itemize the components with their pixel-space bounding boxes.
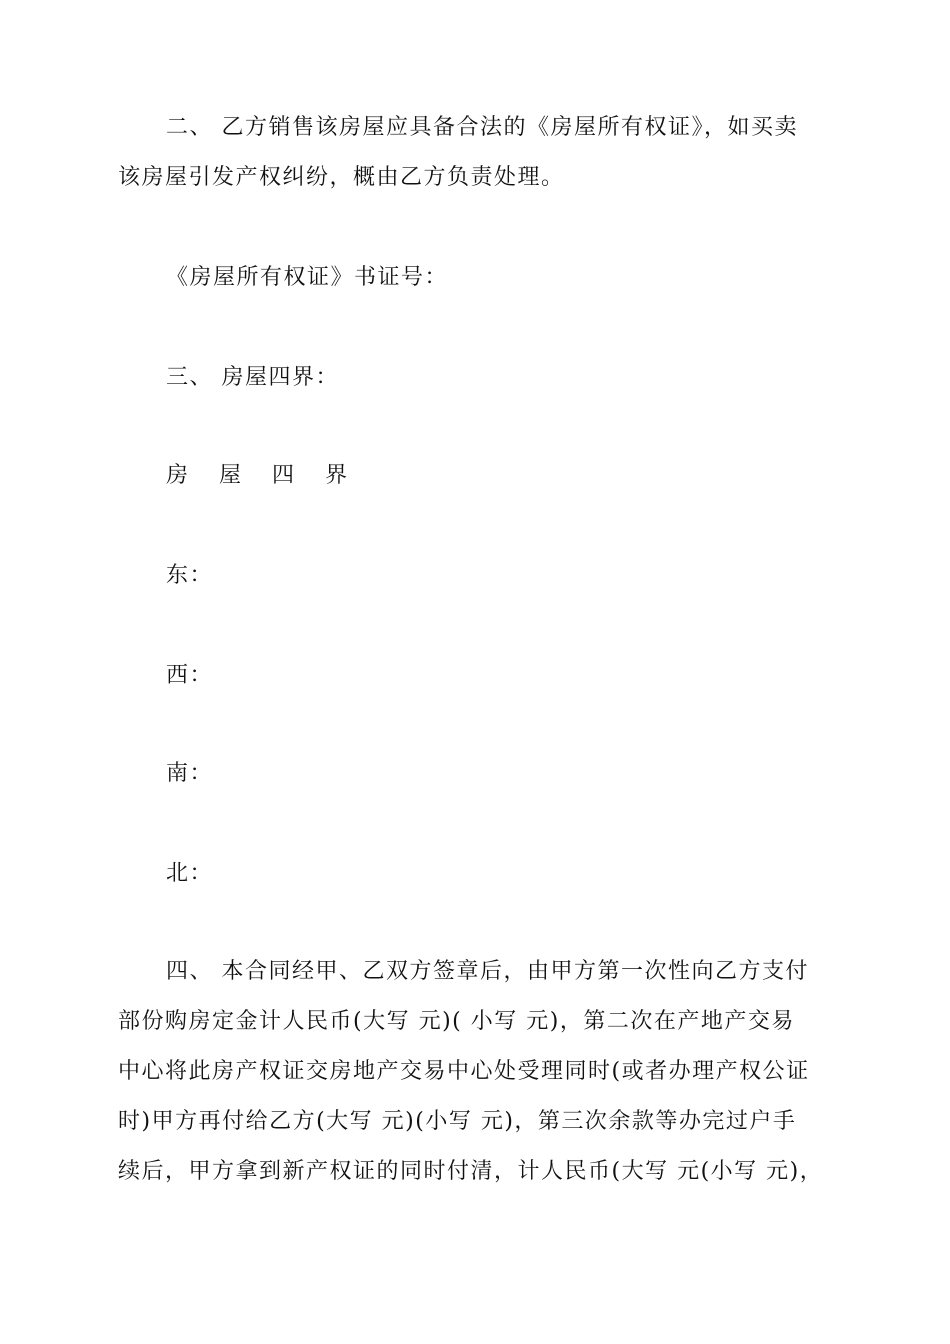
boundary-south: 南： [166,761,214,786]
section-4-line-2: 部份购房定金计人民币(大写 元)( 小写 元)，第二次在产地产交易 [118,1009,795,1034]
boundaries-heading: 房 屋 四 界 [166,463,359,488]
boundary-north: 北： [166,861,214,886]
certificate-number-label: 《房屋所有权证》书证号： [166,265,449,290]
boundary-west: 西： [166,663,214,688]
section-4-line-4: 时)甲方再付给乙方(大写 元)(小写 元)，第三次余款等办完过户手 [118,1109,797,1134]
boundary-east: 东： [166,563,214,588]
section-4-line-5: 续后，甲方拿到新产权证的同时付清，计人民币(大写 元(小写 元)， [118,1159,824,1184]
section-2-line-2: 该房屋引发产权纠纷，概由乙方负责处理。 [118,165,565,190]
section-2-line-1: 二、 乙方销售该房屋应具备合法的《房屋所有权证》，如买卖 [166,115,798,140]
section-4-line-3: 中心将此房产权证交房地产交易中心处受理同时(或者办理产权公证 [118,1059,810,1084]
section-3-title: 三、 房屋四界： [166,365,339,390]
section-4-line-1: 四、 本合同经甲、乙双方签章后，由甲方第一次性向乙方支付 [166,959,809,984]
